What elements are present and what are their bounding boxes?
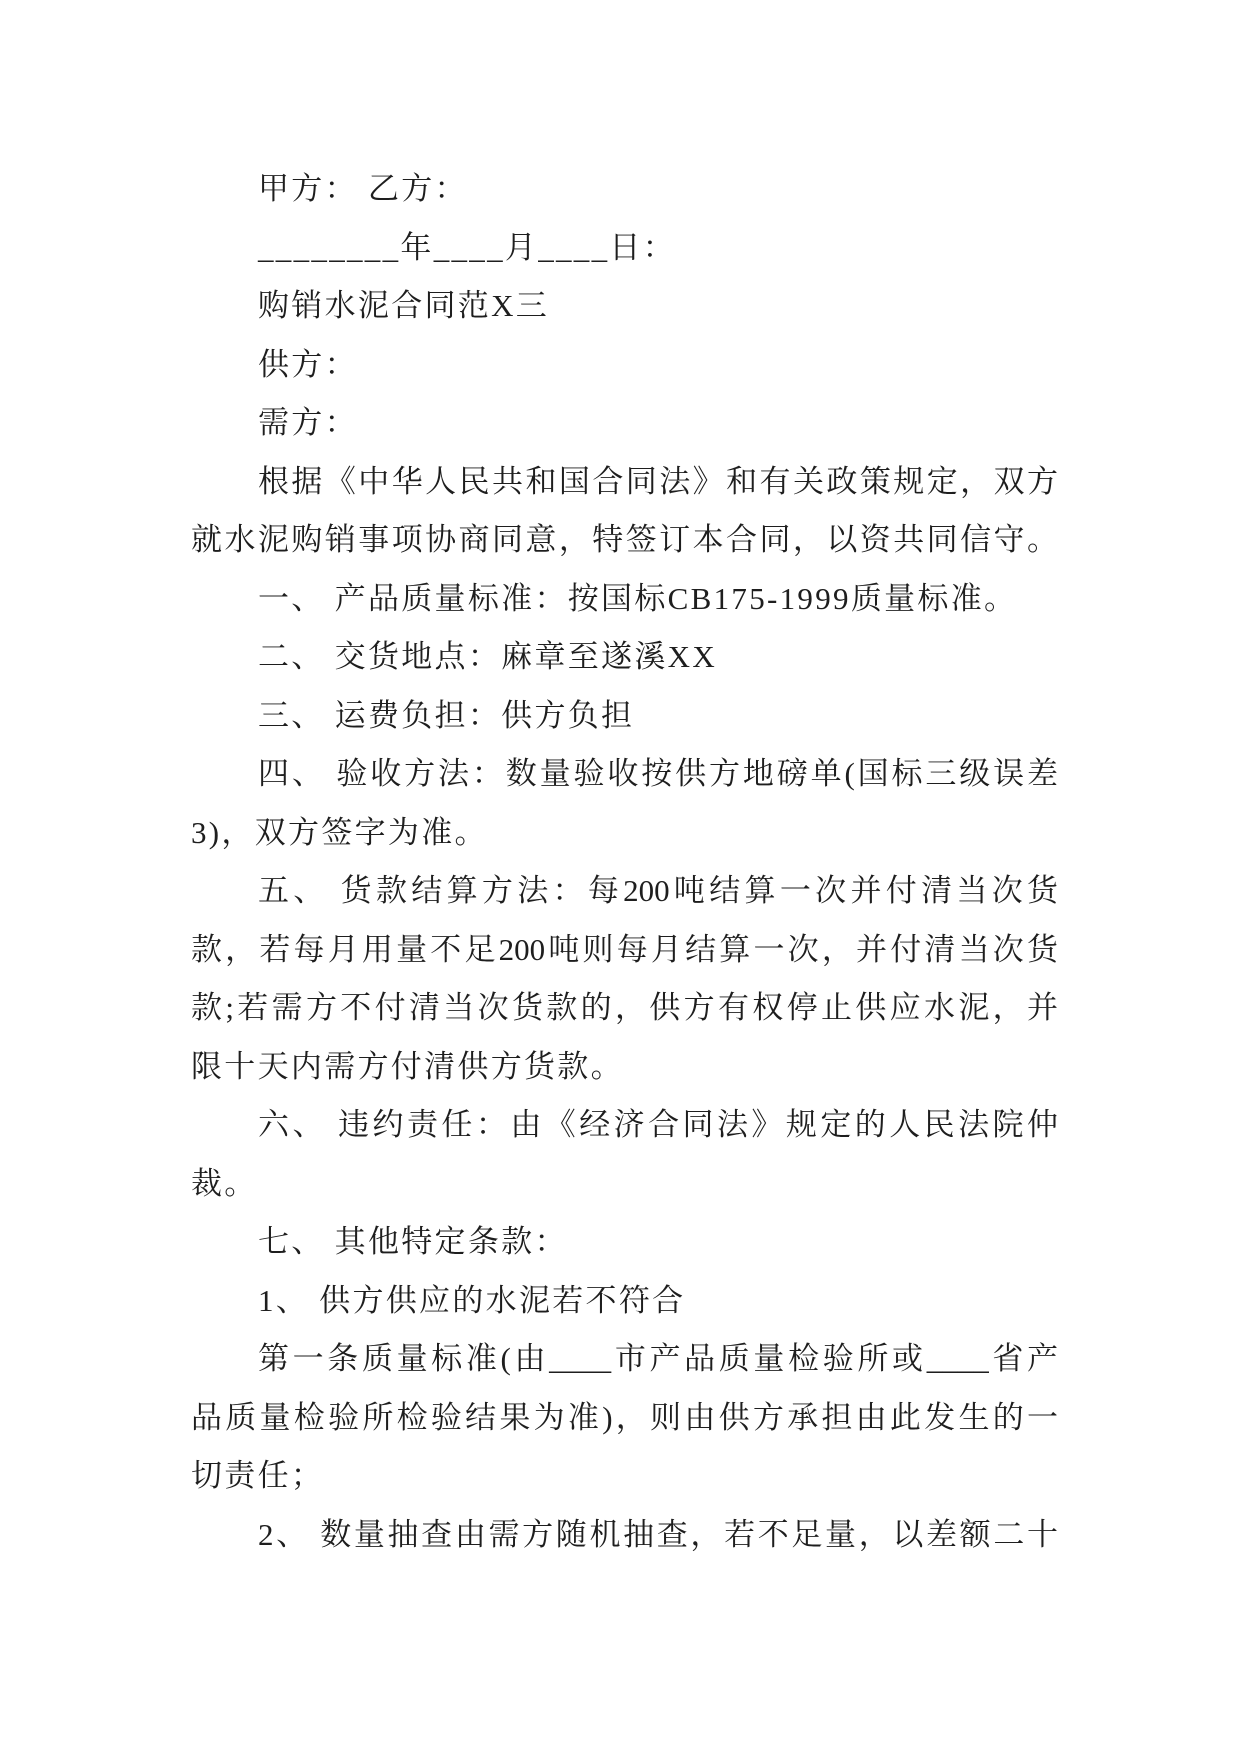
preamble-line: 就水泥购销事项协商同意，特签订本合同，以资共同信守。: [191, 522, 1058, 557]
supplier-label: 供方：: [258, 346, 358, 382]
clause-5-payment-line: 款;若需方不付清当次货款的，供方有权停止供应水泥，并: [191, 990, 1058, 1025]
clause-5-payment-line: 五、 货款结算方法：每200吨结算一次并付清当次货: [258, 873, 1058, 908]
clause-5-payment-line: 限十天内需方付清供方货款。: [191, 1048, 624, 1084]
clause-7-item-1-line: 1、 供方供应的水泥若不符合: [258, 1282, 686, 1318]
buyer-label: 需方：: [258, 405, 358, 440]
clause-6-liability-line: 裁。: [191, 1165, 258, 1201]
clause-6-liability-line: 六、 违约责任：由《经济合同法》规定的人民法院仲: [258, 1107, 1058, 1142]
signature-date-line: ________年____月____日：: [258, 229, 676, 265]
clause-7-item-2-line: 2、 数量抽查由需方随机抽查，若不足量，以差额二十: [258, 1516, 1058, 1552]
clause-2-delivery-location: 二、 交货地点：麻章至遂溪XX: [258, 639, 718, 674]
clause-1-quality-standard: 一、 产品质量标准：按国标CB175-1999质量标准。: [258, 580, 1018, 616]
clause-7-item-1-quality-line: 第一条质量标准(由____市产品质量检验所或____省产: [258, 1341, 1058, 1376]
contract-title: 购销水泥合同范X三: [258, 288, 550, 323]
party-signature-line: 甲方： 乙方：: [258, 171, 468, 206]
clause-7-item-1-quality-line: 品质量检验所检验结果为准)，则由供方承担由此发生的一: [191, 1399, 1058, 1435]
document-body: [191, 160, 1058, 1564]
clause-3-freight: 三、 运费负担：供方负担: [258, 697, 635, 733]
clause-4-acceptance-line: 3)，双方签字为准。: [191, 814, 488, 850]
clause-7-heading: 七、 其他特定条款：: [258, 1224, 568, 1259]
clause-5-payment-line: 款，若每月用量不足200吨则每月结算一次，并付清当次货: [191, 931, 1058, 967]
preamble-line: 根据《中华人民共和国合同法》和有关政策规定，双方: [258, 463, 1058, 499]
clause-4-acceptance-line: 四、 验收方法：数量验收按供方地磅单(国标三级误差: [258, 756, 1058, 791]
clause-7-item-1-quality-line: 切责任；: [191, 1458, 325, 1493]
